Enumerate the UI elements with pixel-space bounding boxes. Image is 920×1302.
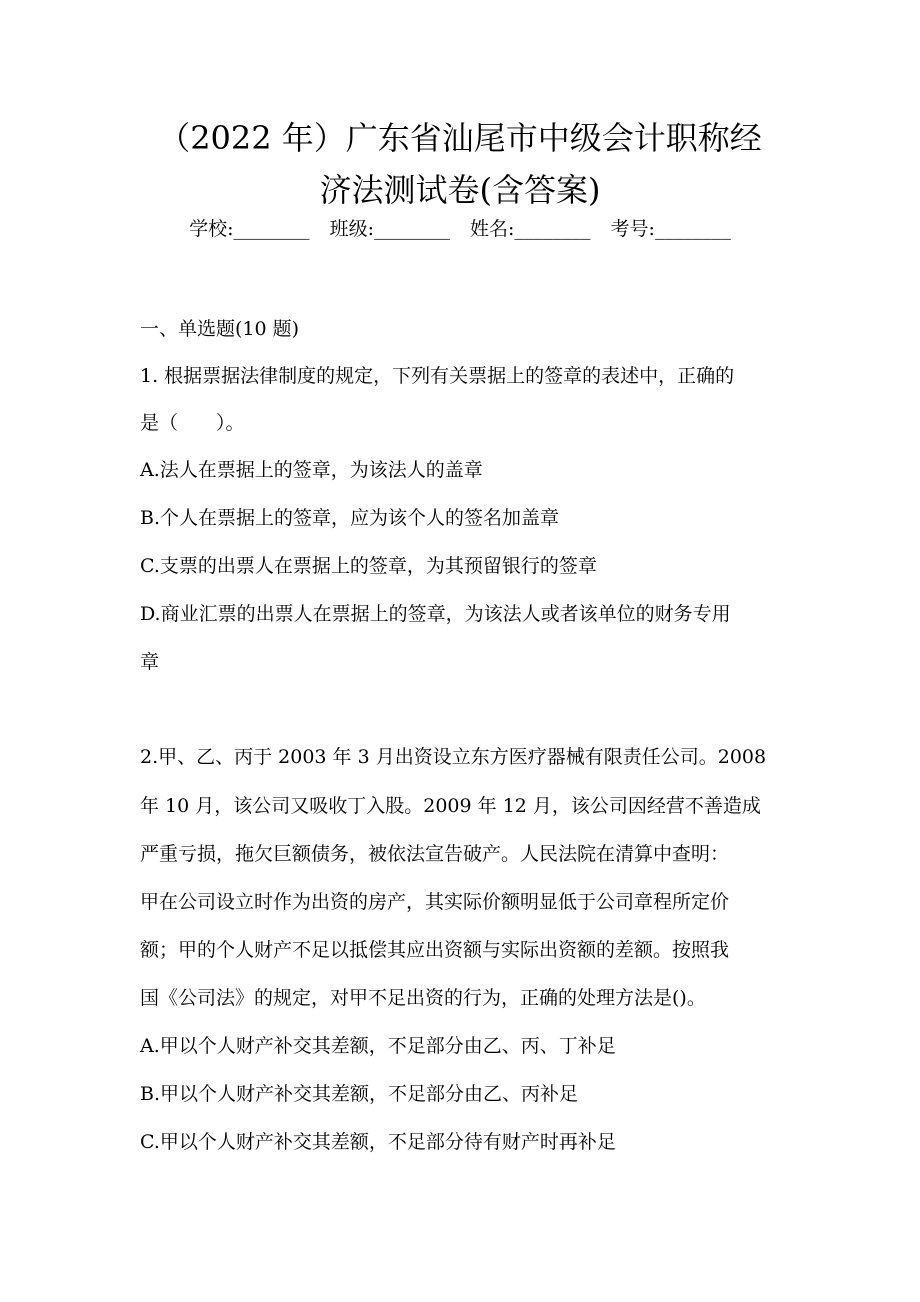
q2-stem-line-1: 2.甲、乙、丙于 2003 年 3 月出资设立东方医疗器械有限责任公司。2008: [140, 746, 767, 768]
q2-stem-line-4: 甲在公司设立时作为出资的房产，其实际价额明显低于公司章程所定价: [140, 891, 730, 913]
q1-option-c: C.支票的出票人在票据上的签章，为其预留银行的签章: [140, 555, 597, 577]
q2-option-c: C.甲以个人财产补交其差额，不足部分待有财产时再补足: [140, 1131, 616, 1153]
name-field: 姓名:________: [470, 218, 591, 240]
school-field: 学校:________: [189, 218, 310, 240]
title-line-2: 济法测试卷(含答案): [319, 171, 601, 209]
section-heading: 一、单选题(10 题): [140, 318, 300, 340]
exam-number-field: 考号:________: [610, 218, 731, 240]
q1-option-d-line-2: 章: [140, 651, 160, 673]
q1-option-d-line-1: D.商业汇票的出票人在票据上的签章，为该法人或者该单位的财务专用: [140, 603, 731, 625]
class-field: 班级:________: [329, 218, 450, 240]
student-info-row: [60, 214, 860, 244]
q2-stem-line-3: 严重亏损，拖欠巨额债务，被依法宣告破产。人民法院在清算中查明：: [140, 843, 730, 865]
q2-option-b: B.甲以个人财产补交其差额，不足部分由乙、丙补足: [140, 1083, 579, 1105]
q1-option-b: B.个人在票据上的签章，应为该个人的签名加盖章: [140, 507, 560, 529]
q1-option-a: A.法人在票据上的签章，为该法人的盖章: [140, 459, 483, 481]
q2-stem-line-6: 国《公司法》的规定，对甲不足出资的行为，正确的处理方法是()。: [140, 987, 706, 1009]
document-title: [100, 112, 820, 216]
title-line-1: （2022 年）广东省汕尾市中级会计职称经: [158, 119, 762, 157]
q2-stem-line-5: 额；甲的个人财产不足以抵偿其应出资额与实际出资额的差额。按照我: [140, 939, 730, 961]
q1-stem-line-1: 1. 根据票据法律制度的规定，下列有关票据上的签章的表述中，正确的: [140, 365, 735, 387]
q2-option-a: A.甲以个人财产补交其差额，不足部分由乙、丙、丁补足: [140, 1035, 616, 1057]
q1-stem-line-2: 是（ ）。: [140, 412, 245, 434]
q2-stem-line-2: 年 10 月，该公司又吸收丁入股。2009 年 12 月，该公司因经营不善造成: [140, 795, 761, 817]
